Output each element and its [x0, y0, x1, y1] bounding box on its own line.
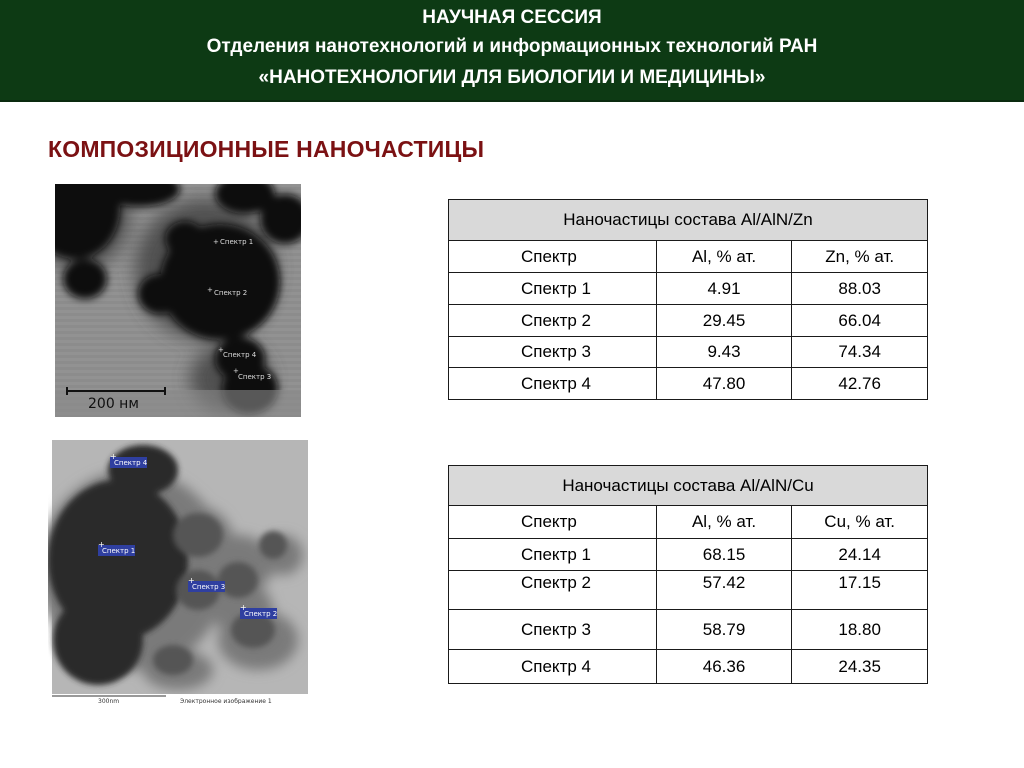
- svg-text:+: +: [233, 367, 239, 375]
- spectrum-label-4: Спектр 4: [223, 351, 257, 359]
- column-header-cu: Cu, % ат.: [792, 506, 928, 539]
- cell-cu: 24.35: [792, 650, 928, 684]
- column-header-al: Al, % ат.: [656, 506, 792, 539]
- spectrum-label-1: Спектр 1: [220, 238, 254, 246]
- column-header-al: Al, % ат.: [656, 241, 792, 273]
- table-row: [449, 305, 928, 337]
- cell-cu: 17.15: [792, 571, 928, 610]
- column-header-spectrum: Спектр: [449, 241, 657, 273]
- cell-spectrum: Спектр 2: [449, 305, 657, 337]
- session-header: [0, 0, 1024, 102]
- column-header-zn: Zn, % ат.: [792, 241, 928, 273]
- cell-spectrum: Спектр 3: [449, 337, 657, 368]
- micrograph-al-aln-cu: [48, 440, 308, 704]
- svg-text:+: +: [110, 452, 117, 461]
- cell-spectrum: Спектр 4: [449, 650, 657, 684]
- spectrum-label-3: Спектр 3: [238, 373, 272, 381]
- slide-title: КОМПОЗИЦИОННЫЕ НАНОЧАСТИЦЫ: [48, 136, 485, 162]
- spectrum-label-4: Спектр 4: [114, 459, 148, 467]
- cell-zn: 74.34: [792, 337, 928, 368]
- cell-al: 46.36: [656, 650, 792, 684]
- header-line-2: Отделения нанотехнологий и информационных технологий РАН: [206, 36, 818, 57]
- table-row: [449, 571, 928, 610]
- scale-bar-label: 300nm: [98, 698, 120, 704]
- table-row: [449, 610, 928, 650]
- cell-spectrum: Спектр 4: [449, 368, 657, 400]
- svg-text:+: +: [188, 576, 195, 585]
- cell-al: 4.91: [656, 273, 792, 305]
- cell-al: 9.43: [656, 337, 792, 368]
- cell-al: 68.15: [656, 539, 792, 571]
- header-line-3: «НАНОТЕХНОЛОГИИ ДЛЯ БИОЛОГИИ И МЕДИЦИНЫ»: [258, 67, 766, 88]
- spectrum-label-2: Спектр 2: [244, 610, 278, 618]
- image-caption: Электронное изображение 1: [180, 698, 272, 704]
- cell-zn: 66.04: [792, 305, 928, 337]
- table-row: [449, 650, 928, 684]
- cell-al: 58.79: [656, 610, 792, 650]
- micrograph-al-aln-zn: [55, 184, 301, 417]
- table-row: [449, 273, 928, 305]
- composition-table-cu: [448, 465, 928, 684]
- svg-text:+: +: [207, 286, 213, 294]
- cell-cu: 18.80: [792, 610, 928, 650]
- svg-text:+: +: [213, 238, 219, 246]
- cell-zn: 88.03: [792, 273, 928, 305]
- table-row: [449, 368, 928, 400]
- spectrum-label-2: Спектр 2: [214, 289, 248, 297]
- svg-text:+: +: [98, 540, 105, 549]
- cell-spectrum: Спектр 1: [449, 273, 657, 305]
- table-row: [449, 539, 928, 571]
- cell-zn: 42.76: [792, 368, 928, 400]
- spectrum-label-3: Спектр 3: [192, 583, 226, 591]
- table-caption: Наночастицы состава Al/AlN/Zn: [449, 200, 928, 241]
- table-row: [449, 337, 928, 368]
- svg-text:+: +: [218, 346, 224, 354]
- cell-al: 57.42: [656, 571, 792, 610]
- scale-bar-label: 200 нм: [88, 396, 139, 412]
- column-header-spectrum: Спектр: [449, 506, 657, 539]
- composition-table-zn: [448, 199, 928, 400]
- cell-spectrum: Спектр 2: [449, 571, 657, 610]
- cell-spectrum: Спектр 3: [449, 610, 657, 650]
- svg-text:+: +: [240, 603, 247, 612]
- cell-al: 47.80: [656, 368, 792, 400]
- header-line-1: НАУЧНАЯ СЕССИЯ: [422, 7, 602, 28]
- spectrum-label-1: Спектр 1: [102, 547, 136, 555]
- table-caption: Наночастицы состава Al/AlN/Cu: [449, 466, 928, 506]
- cell-al: 29.45: [656, 305, 792, 337]
- cell-cu: 24.14: [792, 539, 928, 571]
- cell-spectrum: Спектр 1: [449, 539, 657, 571]
